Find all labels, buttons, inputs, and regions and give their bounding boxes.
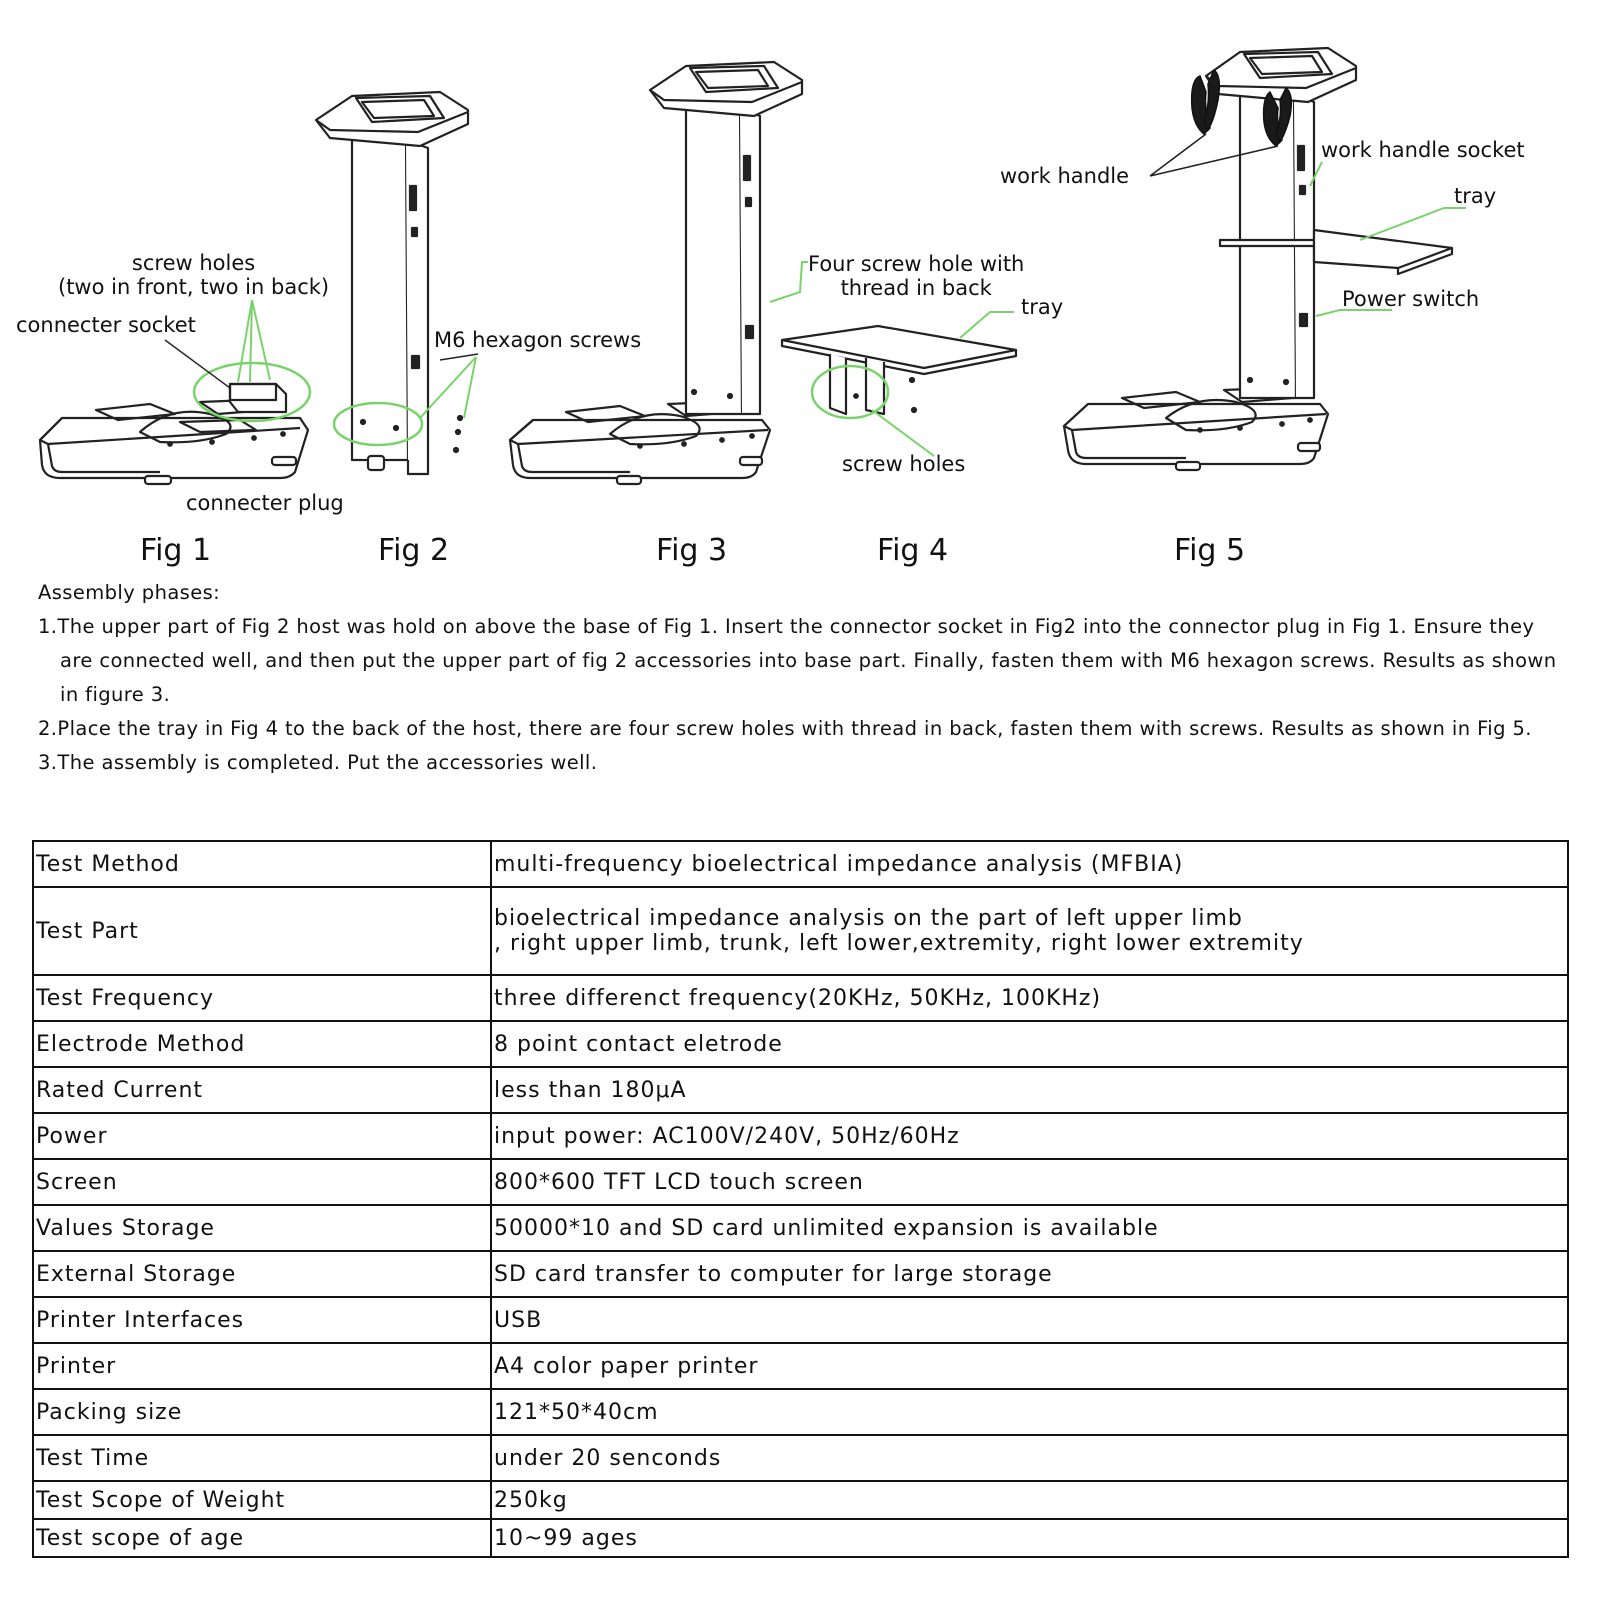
table-row bbox=[33, 1251, 1568, 1297]
spec-key: Test scope of age bbox=[33, 1519, 491, 1557]
four-screw-hole-line2: thread in back bbox=[840, 275, 992, 300]
table-row bbox=[33, 1159, 1568, 1205]
spec-key: Electrode Method bbox=[33, 1021, 491, 1067]
table-row bbox=[33, 1021, 1568, 1067]
four-screw-hole-line1: Four screw hole with bbox=[808, 252, 1025, 276]
instructions-heading: Assembly phases: bbox=[38, 581, 221, 604]
spec-key: Test Scope of Weight bbox=[33, 1481, 491, 1519]
spec-value: 121*50*40cm bbox=[491, 1389, 1568, 1435]
fig5-caption: Fig 5 bbox=[1174, 533, 1246, 568]
spec-value: 10~99 ages bbox=[491, 1519, 1568, 1557]
spec-value: 50000*10 and SD card unlimited expansion is available bbox=[491, 1205, 1568, 1251]
table-row bbox=[33, 1297, 1568, 1343]
spec-key: Printer Interfaces bbox=[33, 1297, 491, 1343]
spec-key: Screen bbox=[33, 1159, 491, 1205]
spec-value: 800*600 TFT LCD touch screen bbox=[491, 1159, 1568, 1205]
spec-key: Test Frequency bbox=[33, 975, 491, 1021]
spec-key: Printer bbox=[33, 1343, 491, 1389]
spec-value: 8 point contact eletrode bbox=[491, 1021, 1568, 1067]
spec-table bbox=[32, 840, 1569, 1558]
table-row bbox=[33, 887, 1568, 975]
spec-key: Values Storage bbox=[33, 1205, 491, 1251]
table-row bbox=[33, 841, 1568, 887]
fig4-screw-holes-label: screw holes bbox=[842, 452, 966, 476]
fig3-caption: Fig 3 bbox=[656, 533, 728, 568]
table-row bbox=[33, 1435, 1568, 1481]
fig2-column-drawing bbox=[316, 92, 468, 474]
spec-value: under 20 senconds bbox=[491, 1435, 1568, 1481]
fig4-tray-label: tray bbox=[1021, 295, 1064, 319]
table-row bbox=[33, 1205, 1568, 1251]
fig4-caption: Fig 4 bbox=[877, 533, 949, 568]
work-handle-socket-label: work handle socket bbox=[1321, 138, 1525, 162]
assembly-instructions bbox=[38, 576, 1568, 780]
spec-value-line1: bioelectrical impedance analysis on the part of left upper limb bbox=[494, 906, 1243, 931]
spec-value: 250kg bbox=[491, 1481, 1568, 1519]
spec-key: Rated Current bbox=[33, 1067, 491, 1113]
table-row bbox=[33, 1519, 1568, 1557]
fig1-caption: Fig 1 bbox=[140, 533, 212, 568]
work-handle-label: work handle bbox=[1000, 164, 1130, 188]
spec-value: SD card transfer to computer for large storage bbox=[491, 1251, 1568, 1297]
spec-value bbox=[491, 887, 1568, 975]
spec-value: multi-frequency bioelectrical impedance analysis (MFBIA) bbox=[491, 841, 1568, 887]
spec-key: Test Time bbox=[33, 1435, 491, 1481]
spec-value: USB bbox=[491, 1297, 1568, 1343]
spec-key: Power bbox=[33, 1113, 491, 1159]
connecter-socket-label: connecter socket bbox=[16, 313, 196, 337]
spec-value: three differenct frequency(20KHz, 50KHz, 100KHz) bbox=[491, 975, 1568, 1021]
screw-holes-detail-label: (two in front, two in back) bbox=[58, 274, 330, 299]
table-row bbox=[33, 1067, 1568, 1113]
spec-value: A4 color paper printer bbox=[491, 1343, 1568, 1389]
screw-holes-callout bbox=[58, 252, 329, 299]
instruction-step-2: 2.Place the tray in Fig 4 to the back of the host, there are four screw holes with thread in back, fasten them with screws. Results as shown in Fig 5. bbox=[38, 717, 1532, 740]
assembly-figures bbox=[0, 0, 1601, 568]
fig3-assembled-drawing bbox=[510, 62, 802, 484]
table-row bbox=[33, 975, 1568, 1021]
spec-key: Packing size bbox=[33, 1389, 491, 1435]
instruction-step-1: 1.The upper part of Fig 2 host was hold on above the base of Fig 1. Insert the connector socket in Fig2 into the connector plug in Fig 1. Ensure they are connected well, and then put the upper part of fig 2 accessories into base part. Finally, fasten them with M6 hexagon screws. Results as shown in figure 3. bbox=[38, 615, 1557, 706]
spec-value-line2: , right upper limb, trunk, left lower,extremity, right lower extremity bbox=[494, 931, 1304, 956]
four-screw-hole-callout bbox=[808, 253, 1024, 300]
fig2-caption: Fig 2 bbox=[378, 533, 450, 568]
table-row bbox=[33, 1389, 1568, 1435]
power-switch-label: Power switch bbox=[1342, 287, 1480, 311]
fig5-complete-drawing bbox=[1064, 48, 1452, 470]
fig1-base-drawing bbox=[40, 384, 308, 484]
screw-holes-label: screw holes bbox=[131, 251, 256, 275]
table-row bbox=[33, 1343, 1568, 1389]
spec-value: input power: AC100V/240V, 50Hz/60Hz bbox=[491, 1113, 1568, 1159]
spec-key: Test Part bbox=[33, 887, 491, 975]
fig4-tray-drawing bbox=[782, 326, 1016, 414]
connecter-plug-label: connecter plug bbox=[186, 491, 344, 515]
fig5-tray-label: tray bbox=[1454, 184, 1497, 208]
spec-value: less than 180μA bbox=[491, 1067, 1568, 1113]
m6-hexagon-screws-label: M6 hexagon screws bbox=[434, 328, 642, 352]
table-row bbox=[33, 1113, 1568, 1159]
instruction-step-3: 3.The assembly is completed. Put the accessories well. bbox=[38, 751, 598, 774]
table-row bbox=[33, 1481, 1568, 1519]
spec-key: Test Method bbox=[33, 841, 491, 887]
spec-key: External Storage bbox=[33, 1251, 491, 1297]
